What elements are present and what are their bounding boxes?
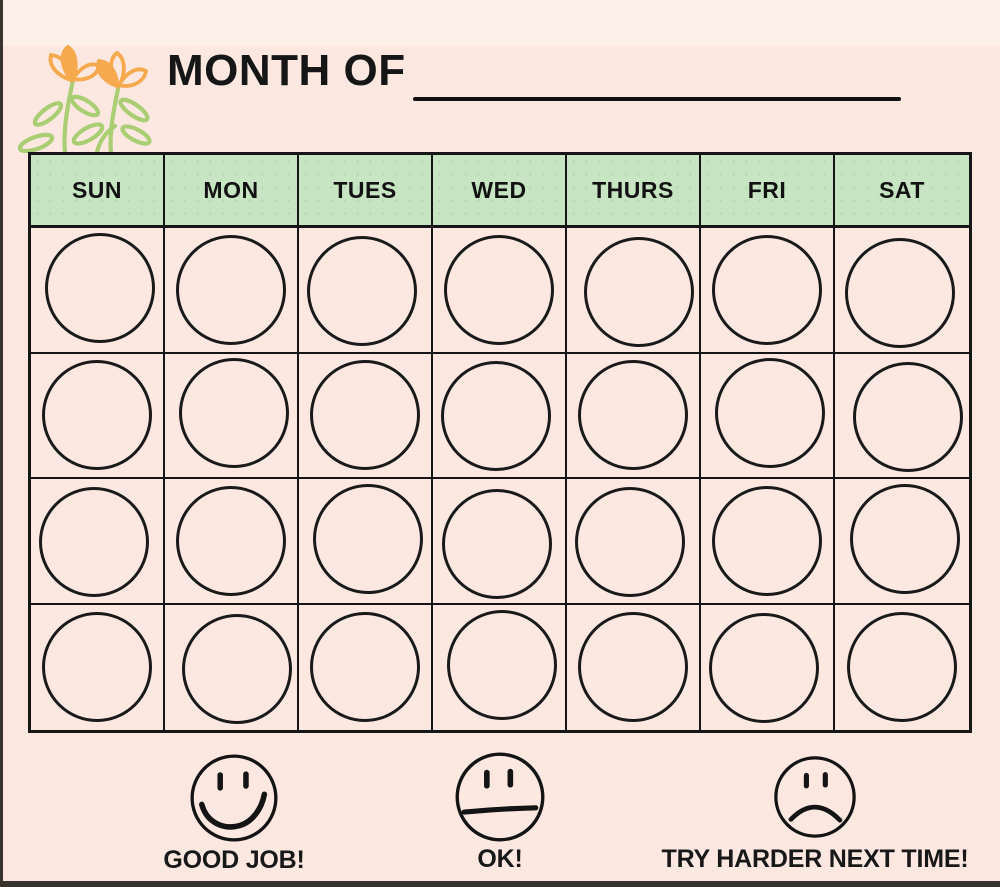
day-cell[interactable] <box>31 479 165 605</box>
day-circle[interactable] <box>313 484 423 594</box>
day-circle[interactable] <box>709 613 819 723</box>
day-header-wed: WED <box>433 155 567 228</box>
day-cell[interactable] <box>433 605 567 731</box>
day-circle[interactable] <box>715 358 825 468</box>
day-circle[interactable] <box>179 358 289 468</box>
day-header-mon: MON <box>165 155 299 228</box>
day-cell[interactable] <box>701 354 835 480</box>
day-cell[interactable] <box>165 605 299 731</box>
day-cell[interactable] <box>567 479 701 605</box>
neutral-face-icon <box>453 750 547 844</box>
day-circle[interactable] <box>45 233 155 343</box>
day-cell[interactable] <box>567 354 701 480</box>
calendar-body <box>31 228 969 730</box>
legend-label: OK! <box>477 845 523 873</box>
day-cell[interactable] <box>433 354 567 480</box>
page-title: MONTH OF <box>167 46 406 95</box>
day-circle[interactable] <box>444 235 554 345</box>
calendar-header-row <box>31 155 969 228</box>
day-cell[interactable] <box>701 228 835 354</box>
day-cell[interactable] <box>835 354 969 480</box>
day-circle[interactable] <box>442 489 552 599</box>
day-header-fri: FRI <box>701 155 835 228</box>
day-cell[interactable] <box>165 228 299 354</box>
day-circle[interactable] <box>712 235 822 345</box>
day-circle[interactable] <box>712 486 822 596</box>
day-cell[interactable] <box>165 479 299 605</box>
day-cell[interactable] <box>31 354 165 480</box>
day-circle[interactable] <box>42 360 152 470</box>
day-circle[interactable] <box>584 237 694 347</box>
day-circle[interactable] <box>182 614 292 724</box>
day-cell[interactable] <box>835 605 969 731</box>
day-cell[interactable] <box>567 228 701 354</box>
screen-edge-bottom <box>0 881 1000 887</box>
day-cell[interactable] <box>31 605 165 731</box>
day-cell[interactable] <box>299 479 433 605</box>
day-circle[interactable] <box>441 361 551 471</box>
legend-item-ok <box>430 750 570 874</box>
day-header-tues: TUES <box>299 155 433 228</box>
day-circle[interactable] <box>847 612 957 722</box>
day-cell[interactable] <box>701 479 835 605</box>
day-cell[interactable] <box>835 479 969 605</box>
day-cell[interactable] <box>433 228 567 354</box>
screen-edge-left <box>0 0 3 887</box>
day-cell[interactable] <box>701 605 835 731</box>
day-circle[interactable] <box>845 238 955 348</box>
day-circle[interactable] <box>575 487 685 597</box>
day-circle[interactable] <box>850 484 960 594</box>
legend-label: GOOD JOB! <box>163 846 305 874</box>
day-circle[interactable] <box>310 612 420 722</box>
day-cell[interactable] <box>299 605 433 731</box>
month-name-input-line[interactable] <box>413 97 901 101</box>
day-header-thurs: THURS <box>567 155 701 228</box>
day-header-sun: SUN <box>31 155 165 228</box>
day-cell[interactable] <box>299 228 433 354</box>
day-cell[interactable] <box>433 479 567 605</box>
legend-item-try-harder <box>645 754 985 874</box>
day-circle[interactable] <box>578 612 688 722</box>
day-circle[interactable] <box>310 360 420 470</box>
day-circle[interactable] <box>39 487 149 597</box>
day-cell[interactable] <box>835 228 969 354</box>
day-cell[interactable] <box>165 354 299 480</box>
day-cell[interactable] <box>299 354 433 480</box>
day-cell[interactable] <box>567 605 701 731</box>
legend-item-good-job <box>114 752 354 875</box>
day-circle[interactable] <box>307 236 417 346</box>
day-circle[interactable] <box>42 612 152 722</box>
day-circle[interactable] <box>578 360 688 470</box>
day-circle[interactable] <box>853 362 963 472</box>
flower-doodle-icon <box>18 40 173 153</box>
sad-face-icon <box>772 754 858 840</box>
happy-face-icon <box>188 752 280 844</box>
day-circle[interactable] <box>176 486 286 596</box>
legend-label: TRY HARDER NEXT TIME! <box>661 845 969 873</box>
day-circle[interactable] <box>447 610 557 720</box>
day-circle[interactable] <box>176 235 286 345</box>
day-cell[interactable] <box>31 228 165 354</box>
day-header-sat: SAT <box>835 155 969 228</box>
calendar-grid <box>28 152 972 733</box>
